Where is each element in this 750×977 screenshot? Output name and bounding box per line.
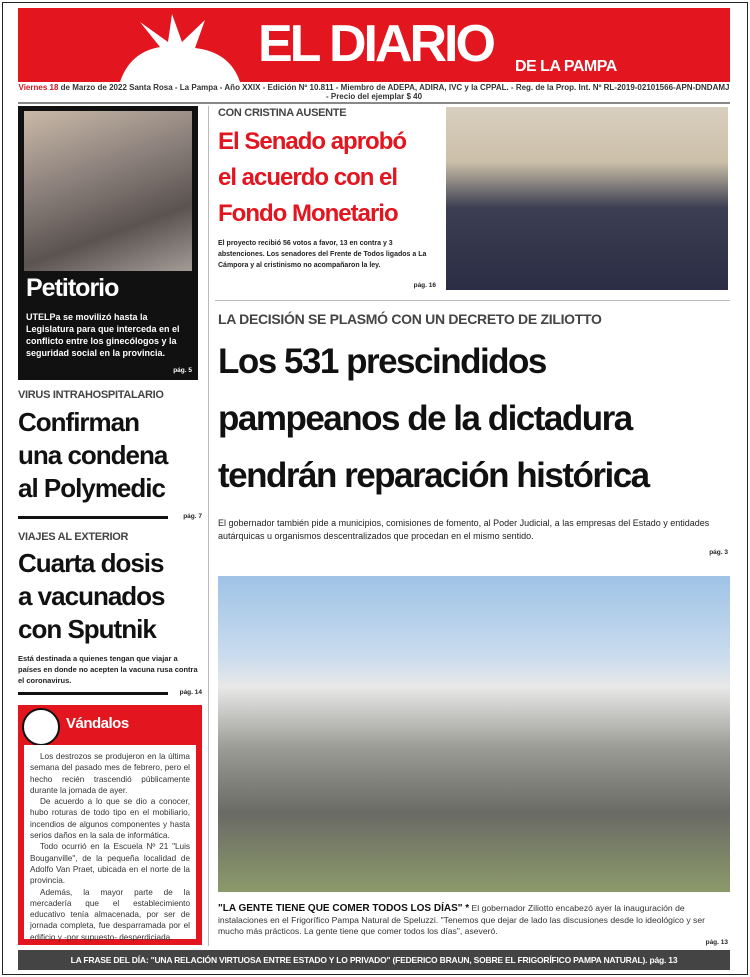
paragraph: Todo ocurrió en la Escuela Nº 21 "Luis Bouganville", de la pequeña localidad de Adolfo Van Praet, ubicada en el norte de la provincia. [30, 842, 190, 886]
paragraph: Los destrozos se produjeron en la última semana del pasado mes de febrero, pero el hecho recién trascendió públicamente durante la jornada de ayer. [30, 752, 190, 795]
sun-logo-icon [110, 12, 250, 82]
caption-page: pág. 13 [705, 939, 728, 946]
quote-of-day-bar[interactable]: LA FRASE DEL DÍA: "UNA RELACIÓN VIRTUOSA ENTRE ESTADO Y LO PRIVADO" (FEDERICO BRAUN, SOBRE EL FRIGORÍFICO PAMPA NATURAL). pág. 13 [18, 950, 730, 970]
frigorifico-photo [218, 576, 730, 892]
sputnik-kicker: VIAJES AL EXTERIOR [18, 531, 129, 543]
headline-line: El Senado aprobó [218, 128, 407, 155]
vandalos-body [24, 745, 196, 942]
photo-caption [218, 903, 730, 938]
sputnik-page: pág. 14 [179, 689, 202, 696]
headline-line: una condena [18, 440, 168, 470]
headline-line: Los 531 prescindidos [218, 342, 546, 381]
headline-line: el acuerdo con el [218, 164, 398, 191]
petitorio-photo [24, 111, 192, 271]
headline-line: al Polymedic [18, 473, 165, 503]
headline-line: con Sputnik [18, 614, 156, 644]
main-text: El gobernador también pide a municipios, comisiones de fomento, al Poder Judicial, a las empresas del Estado y entidades autárquicas u organismos descentralizados que procedan en el mismo sentido. [218, 518, 710, 541]
caption-lead: "LA GENTE TIENE QUE COMER TODOS LOS DÍAS" * [218, 903, 470, 914]
vandalos-title: Vándalos [66, 715, 129, 732]
senate-photo [446, 107, 728, 290]
main-kicker: LA DECISIÓN SE PLASMÓ CON UN DECRETO DE ZILIOTTO [218, 311, 602, 327]
rule [18, 516, 168, 519]
headline-line: tendrán reparación histórica [218, 456, 649, 495]
senado-text: El proyecto recibió 56 votos a favor, 13 en contra y 3 abstenciones. Los senadores del Frente de Todos ligados a La Cámpora y al cristinismo no acompañaron la ley. [218, 240, 427, 269]
column-divider [208, 106, 209, 946]
edition-info: de Marzo de 2022 Santa Rosa - La Pampa - Año XXIX - Edición Nº 10.811 - Miembro de ADEPA, ADIRA, IVC y la CPPAL. - Reg. de la Prop. Int. Nº RL-2019-02101566-APN-DNDAMJ - Precio del ejemplar $ 40 [60, 83, 730, 101]
petitorio-page: pág. 5 [173, 367, 192, 374]
polymedic-page: pág. 7 [183, 513, 202, 520]
date: Viernes 18 [18, 83, 59, 92]
divider [215, 300, 730, 301]
rule [18, 692, 168, 695]
main-page: pág. 3 [709, 549, 728, 556]
petitorio-headline: Petitorio [26, 274, 119, 302]
paragraph: De acuerdo a lo que se dio a conocer, hubo roturas de todo tipo en el mobiliario, incendios de algunos componentes y hasta serios daños en la sala de informática. [30, 797, 190, 841]
divider [18, 102, 730, 104]
polymedic-kicker: VIRUS INTRAHOSPITALARIO [18, 389, 164, 401]
headline-line: pampeanos de la dictadura [218, 399, 632, 438]
petitorio-text: UTELPa se movilizó hasta la Legislatura para que interceda en el conflicto entre los ginecólogos y la seguridad social en la provincia. [26, 312, 180, 358]
caption-text: El gobernador Ziliotto encabezó ayer la inauguración de instalaciones en el Frigorífico Pampa Natural de Speluzzi. "Tenemos que dejar de lado las discusiones desde lo ideológico y ser mucho más prácticos. La gente tiene que comer todos los días", aseveró. [218, 903, 705, 936]
dateline [18, 83, 730, 101]
vandalos-box[interactable] [18, 705, 202, 945]
cartoon-avatar-icon [22, 708, 60, 746]
headline-line: Cuarta dosis [18, 548, 164, 578]
senado-kicker: CON CRISTINA AUSENTE [218, 107, 347, 119]
masthead-subtitle: DE LA PAMPA [515, 58, 617, 75]
masthead-title: EL DIARIO [258, 15, 493, 73]
sputnik-headline[interactable] [18, 547, 165, 646]
headline-line: a vacunados [18, 581, 165, 611]
polymedic-headline[interactable] [18, 406, 167, 505]
main-headline[interactable] [218, 333, 649, 504]
senado-page: pág. 16 [413, 282, 436, 289]
paragraph: Además, la mayor parte de la mercadería que el establecimiento educativo tenía almacenada, por ser de jornada completa, fue desparramada por el edificio y -por supuesto- desperdiciada. [30, 887, 190, 942]
sputnik-text: Está destinada a quienes tengan que viajar a países en donde no acepten la vacuna rusa contra el coronavirus. [18, 654, 198, 685]
headline-line: Confirman [18, 407, 139, 437]
headline-line: Fondo Monetario [218, 200, 398, 227]
senado-headline[interactable] [218, 124, 406, 232]
